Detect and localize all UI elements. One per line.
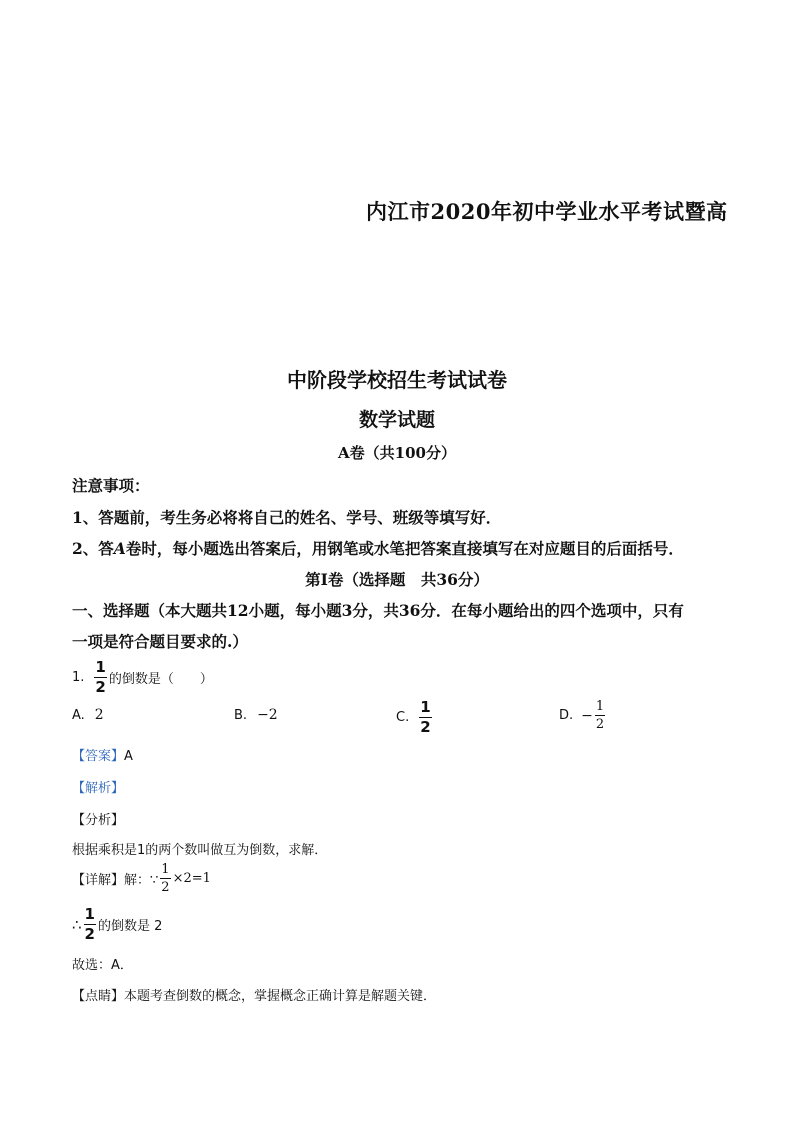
analysis-label: 【解析】 — [72, 781, 125, 796]
option-d: D. − $\frac{1}{2}$ — [559, 699, 605, 732]
notice-item-2-post: 卷时，每小题选出答案后，用钢笔或水笔把答案直接填写在对应题目的后面括号． — [125, 539, 684, 558]
notice-item-2-em: A — [113, 539, 126, 558]
question-stem: 的倒数是（ ） — [108, 672, 213, 687]
volume-title: A卷（共100分） — [338, 444, 456, 462]
section-instruction-line2: 一项是符合题目要求的.） — [72, 632, 248, 651]
detail-line — [72, 863, 211, 894]
exam-title-line2: 中阶段学校招生考试试卷 — [287, 368, 507, 392]
answer-value: A — [124, 749, 133, 764]
detail-label: 【详解】 — [72, 873, 125, 888]
notice-item-2 — [72, 537, 684, 559]
choice-text: 故选：A． — [72, 958, 133, 973]
notice-item-1: 1、答题前，考生务必将将自己的姓名、学号、班级等填写好． — [72, 508, 502, 527]
option-c-fraction: $\frac{1}{2}$ — [420, 698, 431, 736]
notice-heading: 注意事项： — [72, 476, 150, 495]
detail-pre: 解：∵ — [124, 873, 159, 888]
option-b: B. −2 — [234, 707, 278, 723]
answer-label: 【答案】 — [72, 749, 125, 764]
notice-item-2-pre: 2、答 — [72, 539, 114, 558]
question-1 — [72, 660, 213, 695]
comment-label: 【点睛】 — [72, 989, 125, 1004]
option-d-fraction: $\frac{1}{2}$ — [595, 699, 605, 732]
option-a: A. 2 — [72, 707, 104, 723]
comment-text: 本题考查倒数的概念，掌握概念正确计算是解题关键． — [124, 989, 437, 1004]
therefore-symbol: ∴ — [72, 915, 82, 934]
therefore-text: 的倒数是 2 — [97, 919, 163, 934]
answer-line — [72, 745, 133, 764]
question-number: 1. — [72, 670, 85, 685]
section-instruction-line1: 一、选择题（本大题共12小题，每小题3分，共36分．在每小题给出的四个选项中，只有 — [72, 601, 684, 620]
question-fraction: $\frac{1}{2}$ — [95, 658, 106, 696]
exam-title-line1: 内江市2020年初中学业水平考试暨高 — [366, 199, 728, 224]
option-c: C. $\frac{1}{2}$ — [396, 698, 431, 736]
detail-post: ×2=1 — [172, 871, 211, 886]
subject-title: 数学试题 — [358, 409, 435, 431]
comment-line — [72, 985, 436, 1004]
fenxi-label: 【分析】 — [72, 813, 125, 828]
therefore-line — [72, 907, 162, 942]
detail-fraction: $\frac{1}{2}$ — [161, 862, 170, 895]
part-heading: 第Ⅰ卷（选择题 共36分） — [305, 570, 489, 589]
fenxi-text: 根据乘积是1的两个数叫做互为倒数，求解． — [72, 843, 328, 858]
therefore-fraction: $\frac{1}{2}$ — [84, 905, 95, 943]
